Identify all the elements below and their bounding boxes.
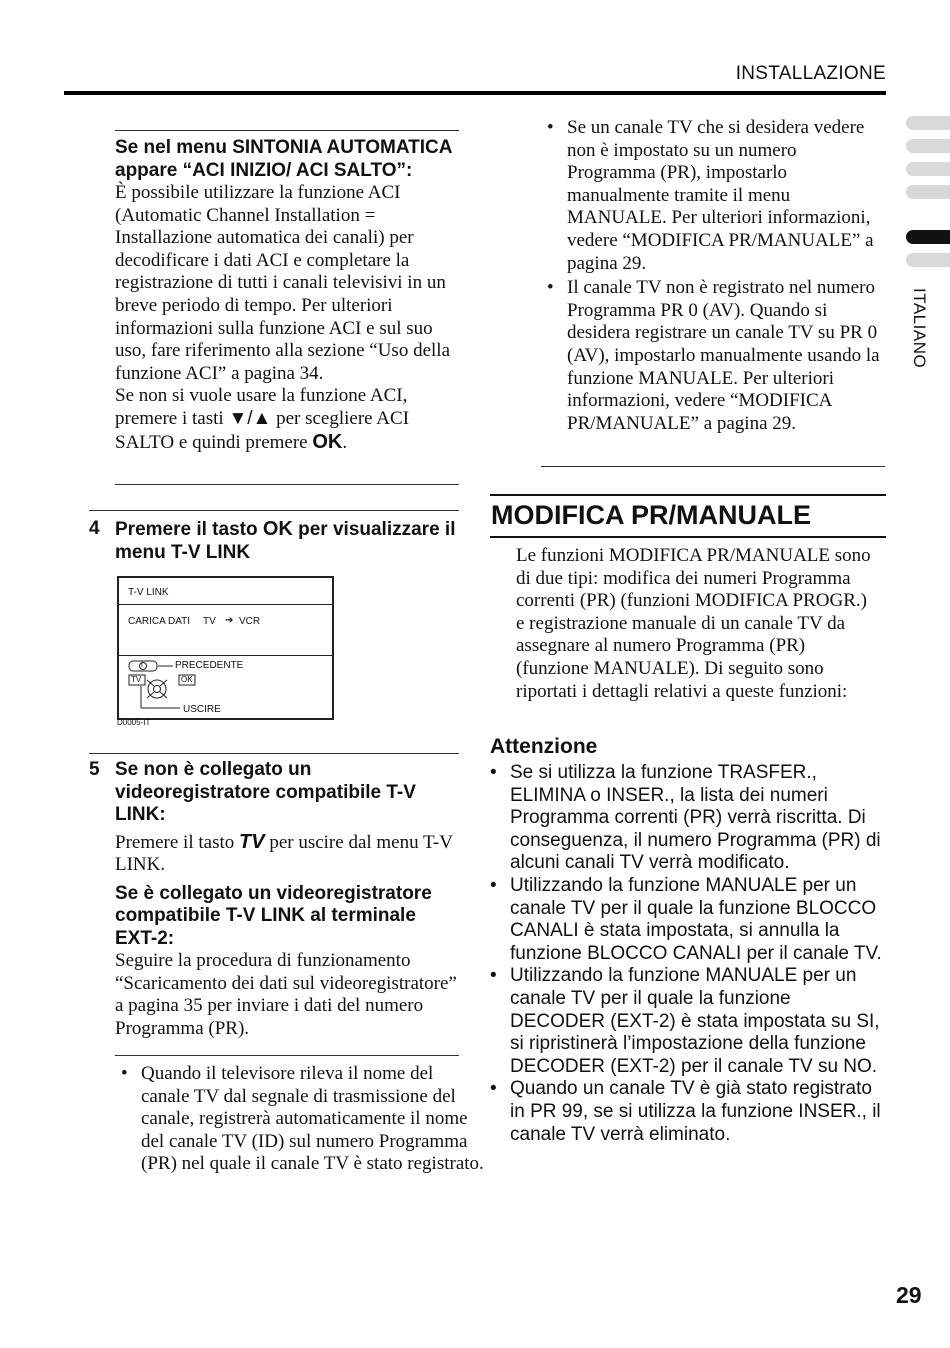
note-item: • Il canale TV non è registrato nel numero Programma PR 0 (AV). Quando si desidera registrare un canale TV su PR 0 (AV), impostarlo manualmente usando la funzione MANUALE. Per ulteriori informazioni, vedere “MODIFICA PR/MANUALE” a pagina 29. — [547, 277, 880, 434]
step-number-5: 5 — [89, 759, 100, 780]
aci-paragraph: È possibile utilizzare la funzione ACI (Automatic Channel Installation = Installazione automatica dei canali) per decodificare i dati ACI e completare la registrazione di tutti i canali televisivi in un breve periodo di tempo. Per ulteriori informazioni sulla funzione ACI e sul suo uso, fare riferimento alla sezione “Uso della funzione ACI” a pagina 34. — [115, 182, 450, 384]
section-intro: Le funzioni MODIFICA PR/MANUALE sono di due tipi: modifica dei numeri Programma correnti (PR) (funzioni MODIFICA PROGR.) e registrazione manuale di un canale TV da assegnare al numero Programma (PR) (funzione MANUALE). Di seguito sono riportati i dettagli relativi a queste funzioni: — [516, 545, 871, 702]
step5-content — [115, 759, 460, 1041]
right-notes — [541, 117, 886, 435]
step5-top-rule — [89, 753, 459, 754]
step5-heading2: Se è collegato un videoregistratore compatibile T-V LINK al terminale EXT-2: — [115, 882, 432, 949]
ok-key-label: OK — [262, 518, 293, 540]
step4-top-rule — [89, 510, 459, 511]
bullet-icon: • — [547, 117, 554, 138]
screen-row-target: VCR — [239, 616, 261, 627]
header-rule — [64, 91, 886, 95]
ok-key-label: OK — [312, 430, 343, 453]
section-top-rule — [490, 494, 886, 496]
screen-prev-label: PRECEDENTE — [175, 660, 244, 671]
side-language-label: ITALIANO — [910, 288, 929, 369]
info-key-icon: i — [141, 660, 143, 669]
note-item: • Se un canale TV che si desidera vedere non è impostato su un numero Programma (PR), impostarlo manualmente tramite il menu MANUALE. Per ulteriori informazioni, vedere “MODIFICA PR/MANUALE” a pagina 29. — [547, 117, 874, 274]
step5-paragraph2: Seguire la procedura di funzionamento “Scaricamento dei dati sul videoregistratore” a pagina 35 per inviare i dati del numero Programma (PR). — [115, 950, 457, 1039]
screen-title: T-V LINK — [128, 587, 169, 598]
bullet-icon: • — [490, 965, 497, 987]
chapter-tab — [906, 162, 950, 176]
tv-key-icon: TV — [131, 675, 142, 684]
down-up-keys-icon: ▼/▲ — [228, 407, 272, 429]
step5-heading: Se non è collegato un videoregistratore compatibile T-V LINK: — [115, 759, 416, 825]
attention-item: • Quando un canale TV è già stato registrato in PR 99, se si utilizza la funzione INSER., il canale TV verrà eliminato. — [490, 1078, 881, 1145]
tv-link-menu-screen — [117, 576, 334, 720]
ok-key-icon: OK — [181, 675, 193, 684]
aci-skip-paragraph: Se non si vuole usare la funzione ACI, premere i tasti ▼/▲ per scegliere ACI SALTO e quindi premere OK. — [115, 385, 410, 453]
aci-heading: Se nel menu SINTONIA AUTOMATICA appare “ACI INIZIO/ ACI SALTO”: — [115, 137, 452, 181]
chapter-tab-active — [906, 230, 950, 244]
note-item: • Quando il televisore rileva il nome del canale TV dal segnale di trasmissione del canale, registrerà automaticamente il nome del canale TV (ID) sul numero Programma (PR) nel quale il canale TV è stato registrato. — [121, 1063, 484, 1175]
step-number-4: 4 — [89, 518, 100, 539]
box1-top-rule — [115, 130, 459, 131]
section-title: MODIFICA PR/MANUALE — [491, 500, 811, 530]
bullet-icon: • — [490, 762, 497, 783]
screen-row-source: TV — [203, 616, 216, 627]
bullet-icon: • — [121, 1063, 128, 1084]
figure-code: D0005-IT — [117, 718, 151, 727]
chapter-tab — [906, 185, 950, 199]
attention-list — [486, 762, 886, 1146]
aci-info-box — [115, 137, 460, 454]
tv-key-label: TV — [239, 830, 265, 853]
note-top-rule — [115, 1055, 459, 1056]
chapter-tab — [906, 116, 950, 130]
bullet-icon: • — [547, 277, 554, 299]
screen-row-label: CARICA DATI — [128, 616, 191, 627]
attention-heading: Attenzione — [490, 735, 598, 758]
chapter-tab — [906, 253, 950, 267]
arrow-right-icon: ➔ — [225, 615, 234, 626]
chapter-tab — [906, 139, 950, 153]
bullet-icon: • — [490, 1078, 497, 1100]
attention-item: • Utilizzando la funzione MANUALE per un canale TV per il quale la funzione DECODER (EXT-2) è stata impostata su SI, si ripristinerà l’impostazione della funzione DECODER (EXT-2) per il canale TV su NO. — [490, 965, 880, 1077]
attention-item: • Se si utilizza la funzione TRASFER., ELIMINA o INSER., la lista dei numeri Programma correnti (PR) verrà riscritta. Di conseguenza, il numero Programma (PR) di alcuni canali TV verrà modificato. — [490, 762, 881, 874]
page-header-title: INSTALLAZIONE — [735, 63, 886, 84]
right-notes-bottom-rule — [541, 466, 885, 467]
box1-bottom-rule — [115, 484, 459, 485]
section-bottom-rule — [490, 536, 886, 538]
screen-exit-label: USCIRE — [183, 704, 221, 715]
step5-text: Premere il tasto TV per uscire dal menu T-V LINK. — [115, 830, 453, 876]
page-number: 29 — [896, 1282, 922, 1308]
attention-item: • Utilizzando la funzione MANUALE per un canale TV per il quale la funzione BLOCCO CANALI è stata impostata, si annulla la funzione BLOCCO CANALI per il canale TV. — [490, 874, 882, 964]
bullet-icon: • — [490, 874, 497, 896]
step4-text: Premere il tasto OK per visualizzare il menu T-V LINK — [115, 518, 456, 563]
